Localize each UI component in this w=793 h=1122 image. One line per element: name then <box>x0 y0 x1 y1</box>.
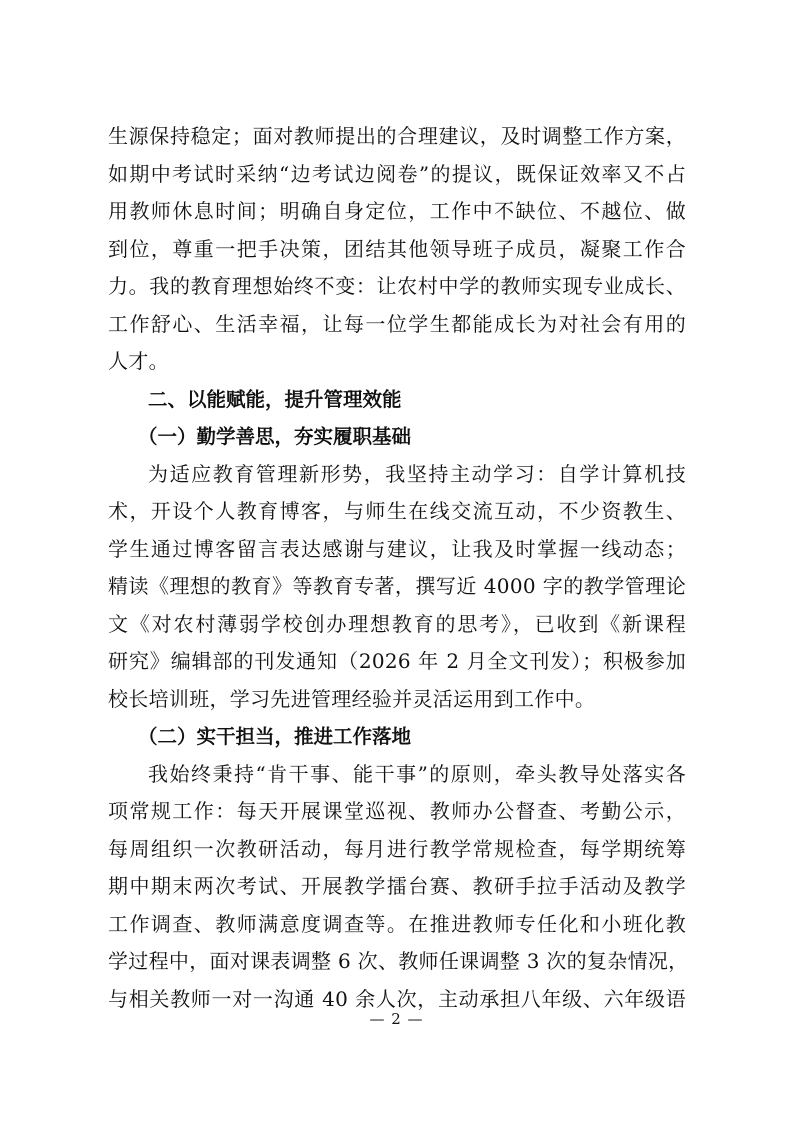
text-line: 到位，尊重一把手决策，团结其他领导班子成员，凝聚工作合 <box>108 236 686 261</box>
paragraph-3 <box>108 756 689 1019</box>
text-line: 项常规工作：每天开展课堂巡视、教师办公督查、考勤公示， <box>108 799 686 823</box>
text-line: 校长培训班，学习先进管理经验并灵活运用到工作中。 <box>108 686 596 711</box>
text-line: 工作舒心、生活幸福，让每一位学生都能成长为对社会有用的 <box>108 311 686 336</box>
section-heading: 二、以能赋能，提升管理效能 <box>148 387 402 411</box>
subsection-heading: （一）勤学善思，夯实履职基础 <box>138 425 412 448</box>
paragraph-2 <box>108 456 686 719</box>
text-line: 精读《理想的教育》等教育专著，撰写近 4000 字的教学管理论 <box>108 574 686 598</box>
text-line: 我始终秉持“肯干事、能干事”的原则，牵头教导处落实各 <box>148 761 686 786</box>
text-line: 生源保持稳定；面对教师提出的合理建议，及时调整工作方案， <box>108 124 686 148</box>
text-line: 与相关教师一对一沟通 40 余人次，主动承担八年级、六年级语 <box>108 986 686 1011</box>
page-number: — 2 — <box>369 1010 424 1028</box>
subsection-heading: （二）实干担当，推进工作落地 <box>138 725 412 748</box>
text-line: 期中期末两次考试、开展教学擂台赛、教研手拉手活动及教学 <box>108 874 686 898</box>
text-line: 为适应教育管理新形势，我坚持主动学习：自学计算机技 <box>148 461 686 486</box>
text-line: 力。我的教育理想始终不变：让农村中学的教师实现专业成长、 <box>108 274 686 298</box>
text-line: 每周组织一次教研活动，每月进行教学常规检查，每学期统筹 <box>108 836 686 861</box>
text-line: 学过程中，面对课表调整 6 次、教师任课调整 3 次的复杂情况， <box>108 949 689 973</box>
document-body <box>108 118 689 1018</box>
text-line: 用教师休息时间；明确自身定位，工作中不缺位、不越位、做 <box>108 199 686 223</box>
text-line: 人才。 <box>108 349 169 373</box>
text-line: 研究》编辑部的刊发通知（2026 年 2 月全文刊发）；积极参加 <box>108 649 686 673</box>
paragraph-1 <box>108 118 686 381</box>
text-line: 术，开设个人教育博客，与师生在线交流互动，不少资教生、 <box>108 499 686 523</box>
text-line: 文《对农村薄弱学校创办理想教育的思考》，已收到《新课程 <box>108 611 686 636</box>
text-line: 学生通过博客留言表达感谢与建议，让我及时掌握一线动态； <box>108 536 686 561</box>
text-line: 如期中考试时采纳“边考试边阅卷”的提议，既保证效率又不占 <box>108 161 686 186</box>
text-line: 工作调查、教师满意度调查等。在推进教师专任化和小班化教 <box>108 911 686 936</box>
